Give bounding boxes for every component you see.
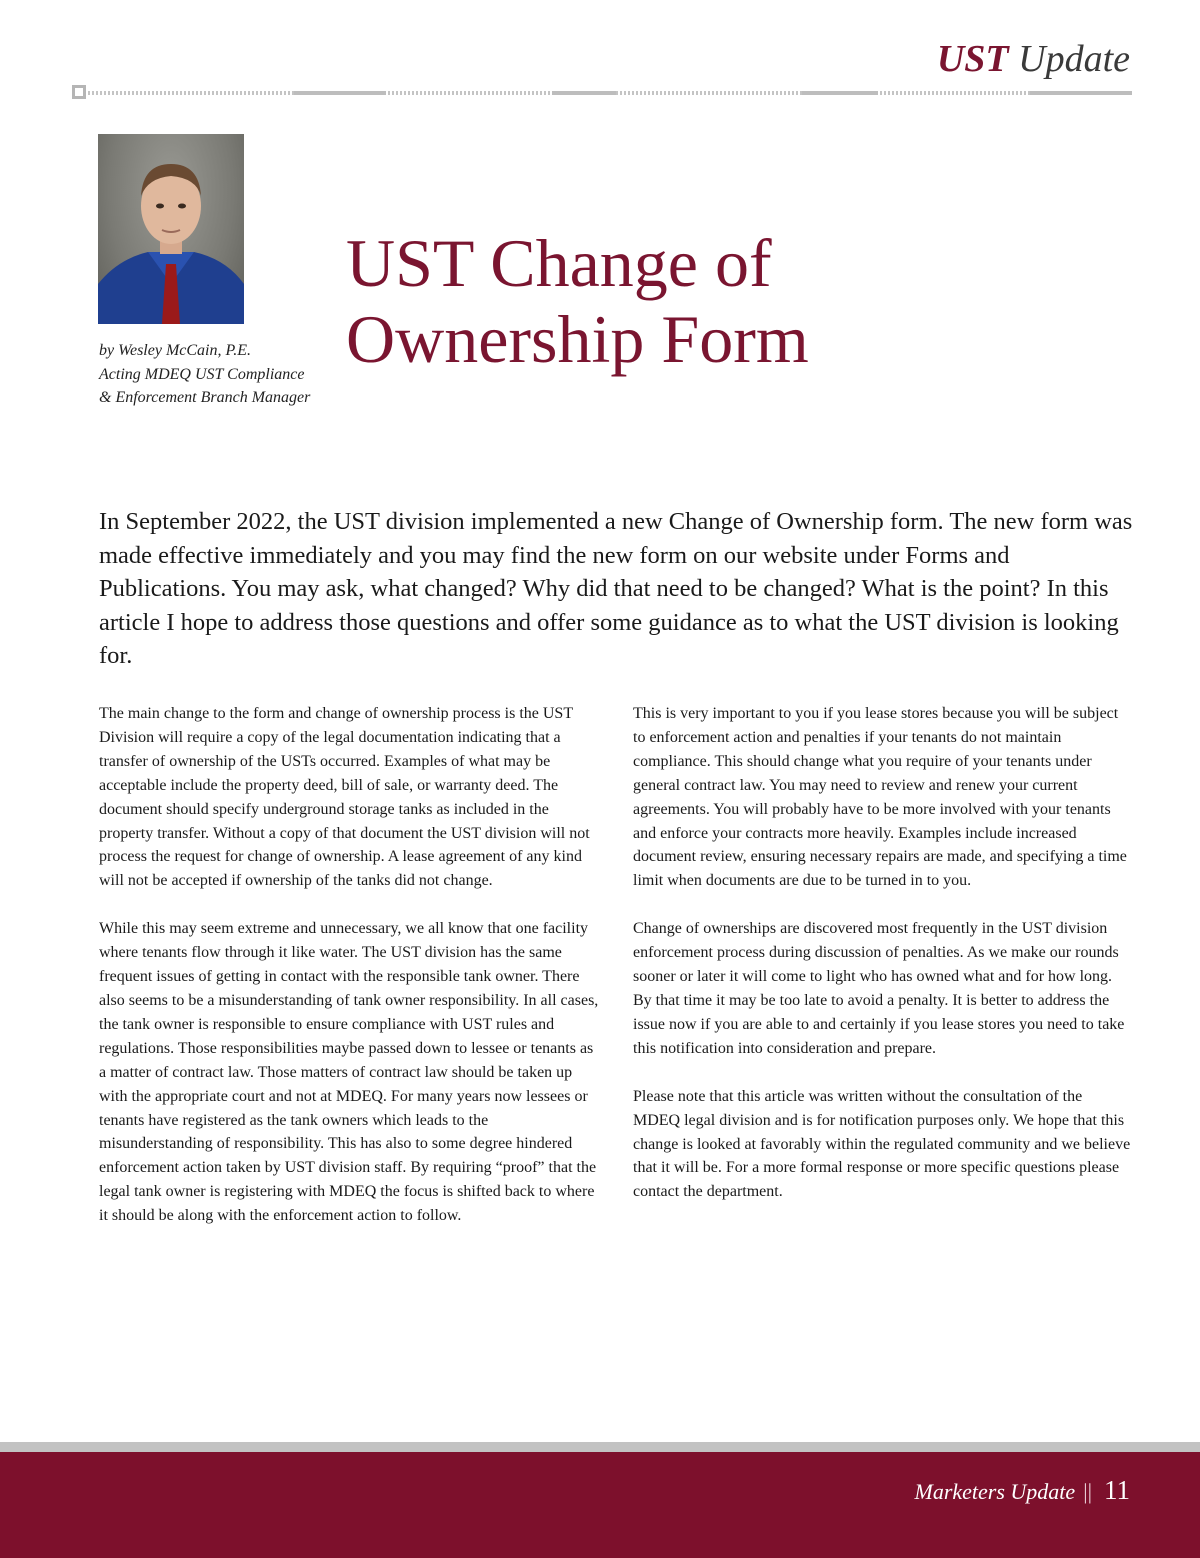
section-header-rest: Update — [1018, 38, 1130, 80]
header-rule — [72, 91, 1132, 97]
byline-role: Acting MDEQ UST Compliance — [99, 365, 305, 383]
author-photo — [98, 134, 244, 324]
paragraph: While this may seem extreme and unnecessary, we all know that one facility where tenants flow through it like water. The UST division has the same frequent issues of getting in contact with the responsible tank owner. There also seems to be a misunderstanding of tank owner responsibility. In all cases, the tank owner is responsible to ensure compliance with UST rules and regulations. Those responsibilities maybe passed down to lessee or tenants as a matter of contract law. Those matters of contract law should be taken up with the appropriate court and not at MDEQ. For many years now lessees or tenants have registered as the tank owners which leads to the misunderstanding of responsibility. This has also to some degree hindered enforcement action taken by UST division staff. By requiring “proof” that the legal tank owner is registering with MDEQ the focus is shifted back to where it should be along with the enforcement action to follow. — [99, 920, 599, 1225]
byline — [99, 339, 339, 410]
paragraph: Change of ownerships are discovered most frequently in the UST division enforcement process during discussion of penalties. As we make our rounds sooner or later it will come to light who has owned what and for how long. By that time it may be too late to avoid a penalty. It is better to address the issue now if you are able to and certainly if you lease stores you need to take this notification into consideration and prepare. — [633, 920, 1125, 1057]
rule-segment — [294, 91, 386, 95]
article-column-left — [99, 702, 599, 1252]
paragraph: This is very important to you if you lease stores because you will be subject to enforcement action and penalties if your tenants do not maintain compliance. This should change what you require of your tenants under general contract law. You may need to review and renew your current agreements. You will probably have to be more involved with your tenants and enforce your contracts more heavily. Examples include increased document review, ensuring necessary repairs are made, and specifying a time limit when documents are due to be turned in to you. — [633, 705, 1127, 890]
page-number: 11 — [1104, 1475, 1130, 1505]
section-header-bold: UST — [936, 38, 1009, 80]
section-header — [937, 40, 1130, 78]
paragraph: The main change to the form and change of ownership process is the UST Division will require a copy of the legal documentation indicating that a transfer of ownership of the USTs occurred. Examples of what may be acceptable include the property deed, bill of sale, or warranty deed. The document should specify underground storage tanks as included in the property transfer. Without a copy of that document the UST division will not process the request for change of ownership. A lease agreement of any kind will not be accepted if ownership of the tanks did not change. — [99, 705, 590, 890]
rule-segment — [802, 91, 878, 95]
footer-separator: || — [1083, 1479, 1092, 1504]
footer-publication: Marketers Update — [914, 1479, 1076, 1504]
rule-segment — [1030, 91, 1132, 95]
author-portrait-image — [98, 134, 244, 324]
footer-stripe — [0, 1442, 1200, 1452]
article-title-line: UST Change of — [346, 225, 772, 301]
article-title — [346, 225, 1046, 377]
article-column-right — [633, 702, 1133, 1228]
rule-square-icon — [72, 85, 86, 99]
byline-author: by Wesley McCain, P.E. — [99, 342, 251, 359]
paragraph: Please note that this article was written without the consultation of the MDEQ legal division and is for notification purposes only. We hope that this change is looked at favorably within the regulated community and we believe that it will be. For a more formal response or more specific questions please contact the department. — [633, 1087, 1131, 1201]
article-intro: In September 2022, the UST division implemented a new Change of Ownership form. The new form was made effective immediately and you may find the new form on our website under Forms and Publications. You may ask, what changed? Why did that need to be changed? What is the point? In this article I hope to address those questions and offer some guidance as to what the UST division is looking for. — [99, 508, 1133, 669]
footer — [915, 1475, 1131, 1506]
article-title-line: Ownership Form — [346, 301, 809, 377]
rule-segment — [552, 91, 616, 95]
byline-role-cont: & Enforcement Branch Manager — [99, 389, 311, 406]
